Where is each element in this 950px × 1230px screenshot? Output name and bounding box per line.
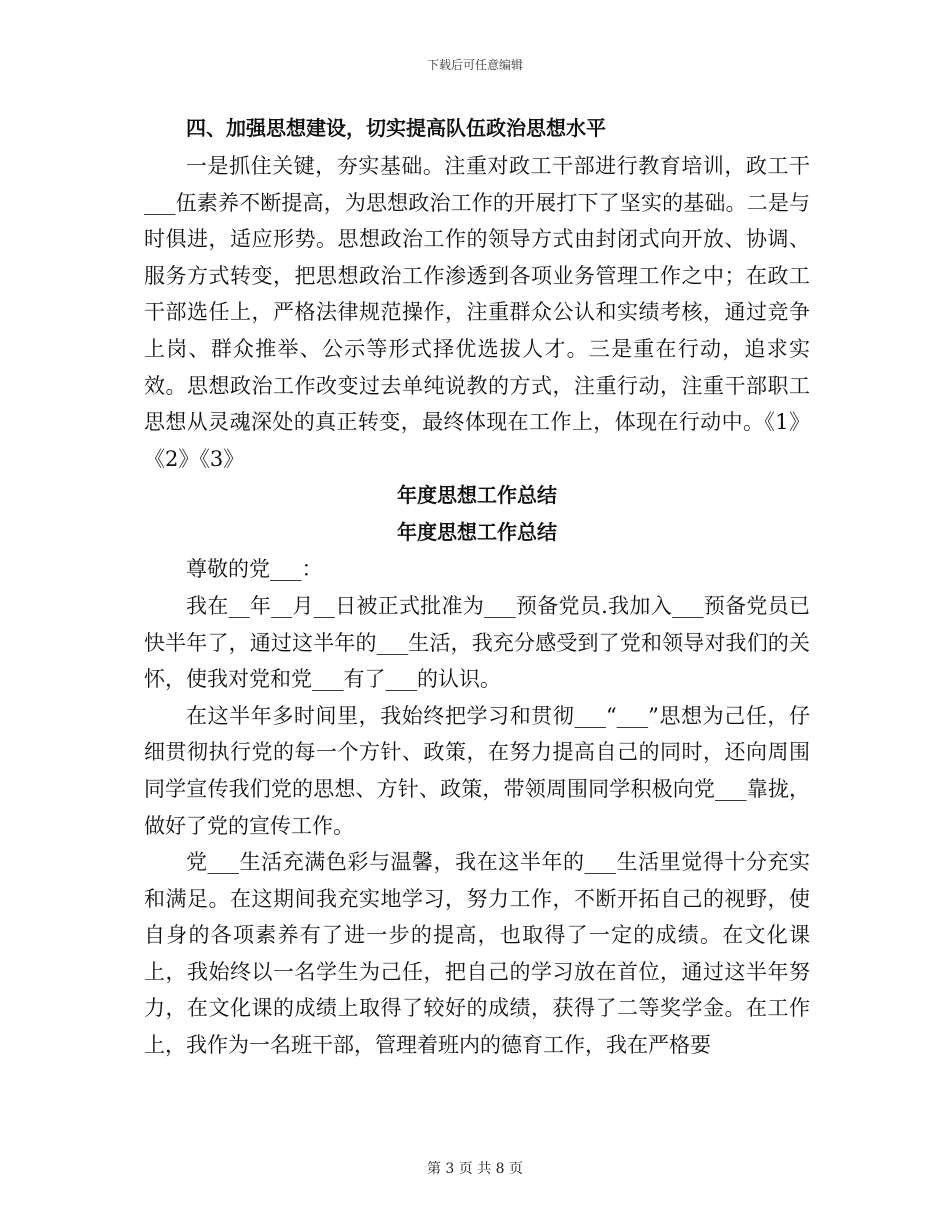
document-title: 年度思想工作总结 [397,483,557,508]
document-body [144,110,810,1064]
body-paragraph-3: 党___生活充满色彩与温馨，我在这半年的___生活里觉得十分充实和满足。在这期间我充实地学习，努力工作，不断开拓自己的视野，使自身的各项素养有了进一步的提高，也取得了一定的成绩。在文化课上，我始终以一名学生为己任，把自己的学习放在首位，通过这半年努力，在文化课的成绩上取得了较好的成绩，获得了二等奖学金。在工作上，我作为一名班干部，管理着班内的德育工作，我在严格要 [144,850,810,1058]
page-number: 第 3 页 共 8 页 [426,1161,524,1177]
document-subtitle: 年度思想工作总结 [397,520,557,545]
section-paragraph: 一是抓住关键，夯实基础。注重对政工干部进行教育培训，政工干___伍素养不断提高，为思想政治工作的开展打下了坚实的基础。二是与时俱进，适应形势。思想政治工作的领导方式由封闭式向开放、协调、服务方式转变，把思想政治工作渗透到各项业务管理工作之中；在政工干部选任上，严格法律规范操作，注重群众公认和实绩考核，通过竞争上岗、群众推举、公示等形式择优选拔人才。三是重在行动，追求实效。思想政治工作改变过去单纯说教的方式，注重行动，注重干部职工思想从灵魂深处的真正转变，最终体现在工作上，体现在行动中。《1》《2》《3》 [144,154,810,471]
section-heading: 四、加强思想建设，切实提高队伍政治思想水平 [186,116,606,140]
body-paragraph-2: 在这半年多时间里，我始终把学习和贯彻___“___”思想为己任，仔细贯彻执行党的每一个方针、政策，在努力提高自己的同时，还向周围同学宣传我们党的思想、方针、政策，带领周围同学积极向党___靠拢，做好了党的宣传工作。 [144,703,810,838]
body-paragraph-1: 我在__年__月__日被正式批准为___预备党员.我加入___预备党员已快半年了，通过这半年的___生活，我充分感受到了党和领导对我们的关怀，使我对党和党___有了___的认识。 [144,593,810,692]
page-header-note: 下载后可任意编辑 [426,58,523,72]
salutation: 尊敬的党___： [186,557,323,582]
